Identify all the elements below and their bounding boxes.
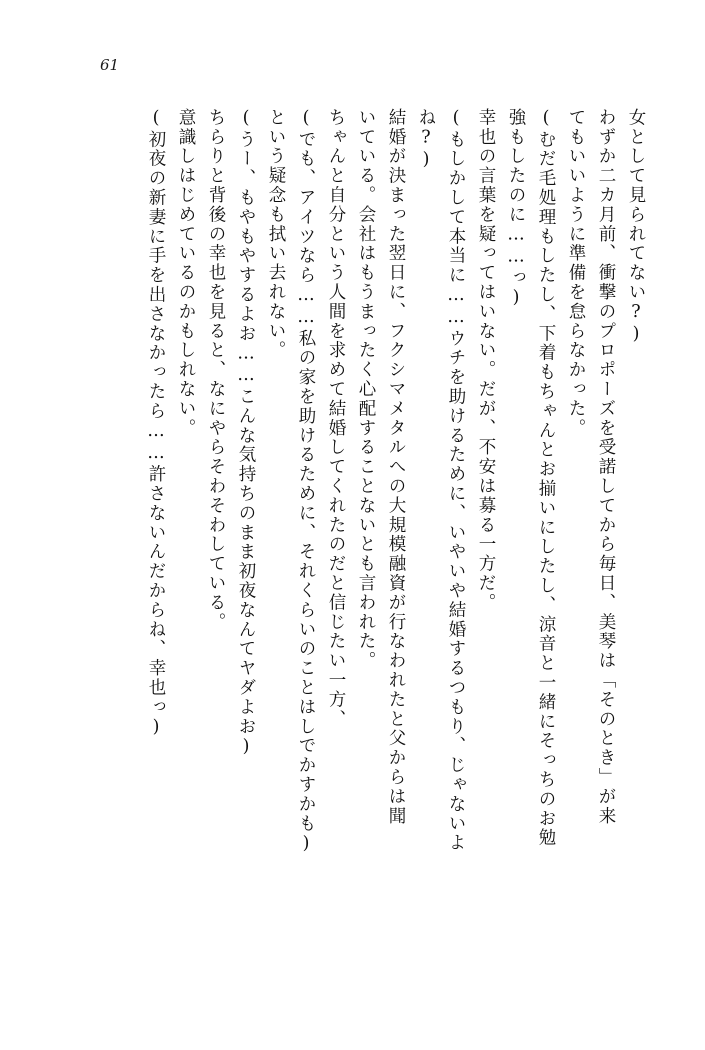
- page-number: 61: [100, 56, 120, 74]
- text-line: 意識しはじめているのかもしれない。: [176, 108, 196, 438]
- text-line: 強もしたのに……っ): [506, 108, 526, 310]
- text-line: (でも、アイツなら……私の家を助けるために、それくらいのことはしでかすかも): [296, 108, 316, 856]
- text-line: という疑念も拭い去れない。: [266, 108, 286, 361]
- text-line: わずか二カ月前、衝撃のプロポーズを受諾してから毎日、美琴は「そのとき」が来: [596, 108, 616, 826]
- text-line: (初夜の新妻に手を出さなかったら……許さないんだからね、幸也っ): [146, 108, 166, 739]
- text-line: 結婚が決まった翌日に、フクシマメタルへの大規模融資が行なわれたと父からは聞: [386, 108, 406, 826]
- text-line: (むだ毛処理もしたし、下着もちゃんとお揃いにしたし、涼音と一緒にそっちのお勉: [536, 108, 556, 848]
- text-line: (もしかして本当に……ウチを助けるために、いやいや結婚するつもり、じゃないよ: [446, 108, 466, 853]
- body-text-block: [62, 108, 644, 1008]
- text-line: いている。会社はもうまったく心配することないとも言われた。: [356, 108, 376, 671]
- text-line: ね?): [416, 108, 436, 172]
- text-line: ちらりと背後の幸也を見ると、なにやらそわそわしている。: [206, 108, 226, 632]
- text-line: ちゃんと自分という人間を求めて結婚してくれたのだと信じたい一方、: [326, 108, 346, 729]
- text-line: てもいいように準備を怠らなかった。: [566, 108, 586, 438]
- text-line: 女として見られてない?): [626, 108, 646, 346]
- text-line: 幸也の言葉を疑ってはいない。だが、不安は募る一方だ。: [476, 108, 496, 613]
- text-line: (うー、もやもやするよお……こんな気持ちのまま初夜なんてヤダよお): [236, 108, 256, 759]
